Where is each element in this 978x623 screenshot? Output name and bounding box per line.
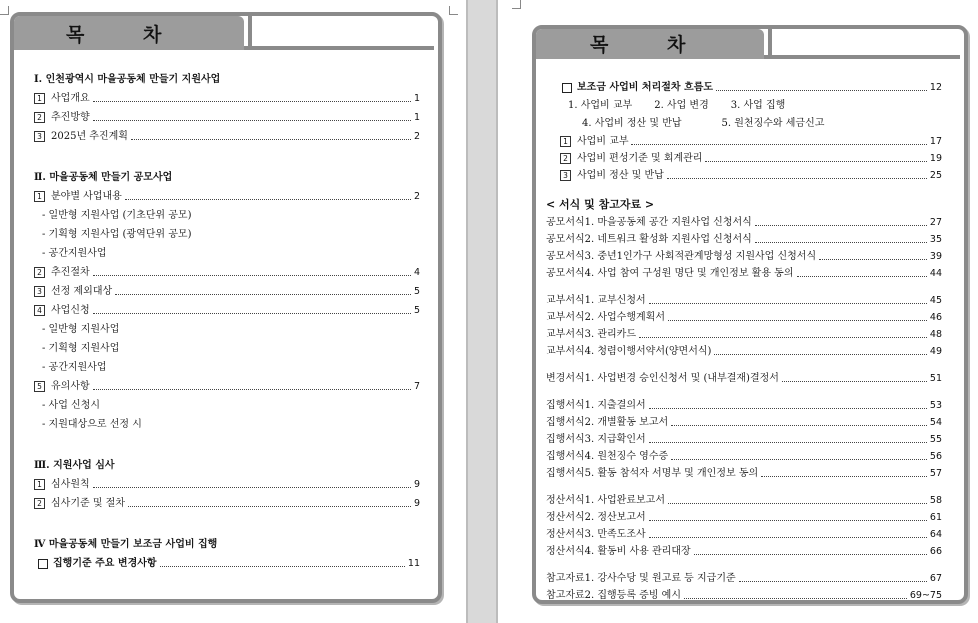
entry-label: - 기획형 지원사업 (광역단위 공모) — [42, 229, 192, 240]
dot-leader — [668, 503, 927, 504]
toc-entry — [562, 78, 942, 97]
toc-entry — [42, 206, 420, 225]
entry-label: 정산서식4. 활동비 사용 관리대장 — [546, 546, 691, 557]
page-number: 45 — [929, 295, 942, 306]
dot-leader — [671, 425, 927, 426]
dot-leader — [93, 313, 411, 314]
dot-leader — [649, 520, 927, 521]
header-bar — [244, 46, 434, 50]
page-number: 69~75 — [909, 590, 942, 601]
entry-label: 사업비 정산 및 반납 — [577, 170, 664, 181]
entry-label: 2025년 추진계획 — [51, 131, 128, 142]
toc-entry — [34, 89, 420, 108]
entry-label: 교부서식4. 청렴이행서약서(양면서식) — [546, 346, 712, 357]
entry-label: 집행서식2. 개별활동 보고서 — [546, 417, 669, 428]
item-number-box: 2 — [560, 153, 571, 164]
tab-edge — [240, 14, 252, 50]
toc-entry — [546, 464, 942, 483]
dot-leader — [819, 259, 927, 260]
page-number: 61 — [929, 512, 942, 523]
flow-steps-line1 — [568, 96, 807, 115]
dot-leader — [671, 459, 927, 460]
page-number: 9 — [413, 479, 420, 490]
page-number: 5 — [413, 286, 420, 297]
entry-label: 참고자료1. 강사수당 및 원고료 등 지급기준 — [546, 573, 736, 584]
dot-leader — [782, 381, 927, 382]
entry-label: 공모서식1. 마을공동체 공간 지원사업 신청서식 — [546, 217, 752, 228]
dot-leader — [797, 276, 927, 277]
dot-leader — [93, 275, 411, 276]
page-number: 67 — [929, 573, 942, 584]
toc-entry — [42, 320, 420, 339]
entry-label: 집행기준 주요 변경사항 — [53, 558, 157, 569]
entry-label: 정산서식3. 만족도조사 — [546, 529, 646, 540]
section-heading: Ⅳ 마을공동체 만들기 보조금 사업비 집행 — [34, 539, 218, 550]
entry-label: 사업신청 — [51, 305, 90, 316]
toc-entry — [34, 456, 420, 475]
page-number: 17 — [929, 136, 942, 147]
page-number: 57 — [929, 468, 942, 479]
toc-entry — [34, 108, 420, 127]
dot-leader — [761, 476, 927, 477]
flow-step: 3. 사업 집행 — [730, 100, 786, 111]
flow-step: 4. 사업비 정산 및 반납 — [582, 118, 682, 129]
page-number: 66 — [929, 546, 942, 557]
page-number: 1 — [413, 93, 420, 104]
entry-label: 변경서식1. 사업변경 승인신청서 및 (내부결재)결정서 — [546, 373, 779, 384]
flow-heading: 보조금 사업비 처리절차 흐름도 — [577, 82, 714, 93]
page-number: 11 — [407, 558, 420, 569]
page-number: 64 — [929, 529, 942, 540]
page-title: 목 차 — [590, 34, 712, 56]
item-number-box: 2 — [34, 498, 45, 509]
tab-edge — [760, 27, 772, 59]
entry-label: 공모서식4. 사업 참여 구성원 명단 및 개인정보 활용 동의 — [546, 268, 794, 279]
dot-leader — [739, 581, 927, 582]
dot-leader — [649, 442, 927, 443]
entry-label: 유의사항 — [51, 381, 90, 392]
dot-leader — [649, 303, 927, 304]
entry-label: 사업비 교부 — [577, 136, 629, 147]
entry-label: 교부서식3. 관리카드 — [546, 329, 636, 340]
toc-entry — [546, 369, 942, 388]
item-number-box: 1 — [34, 93, 45, 104]
dot-leader — [755, 242, 927, 243]
entry-label: 추진방향 — [51, 112, 90, 123]
entry-label: 참고자료2. 집행등록 증빙 예시 — [546, 590, 681, 601]
page-number: 39 — [929, 251, 942, 262]
crop-mark — [512, 0, 521, 9]
toc-entry — [42, 339, 420, 358]
entry-label: 사업개요 — [51, 93, 90, 104]
dot-leader — [160, 566, 405, 567]
dot-leader — [131, 139, 411, 140]
page-number: 46 — [929, 312, 942, 323]
toc-entry — [42, 358, 420, 377]
dot-leader — [714, 354, 926, 355]
toc-entry — [42, 225, 420, 244]
dot-leader — [649, 408, 927, 409]
entry-label: 교부서식1. 교부신청서 — [546, 295, 646, 306]
toc-entry — [42, 396, 420, 415]
dot-leader — [115, 294, 411, 295]
flow-step: 5. 원천징수와 세금신고 — [721, 118, 825, 129]
dot-leader — [716, 90, 927, 91]
page-number: 2 — [413, 191, 420, 202]
toc-entry — [34, 535, 420, 554]
dot-leader — [93, 487, 411, 488]
entry-label: 정산서식2. 정산보고서 — [546, 512, 646, 523]
toc-entry — [34, 187, 420, 206]
page-gutter — [466, 0, 498, 623]
page-number: 5 — [413, 305, 420, 316]
entry-label: 분야별 사업내용 — [51, 191, 122, 202]
dot-leader — [639, 337, 927, 338]
checkbox-square — [562, 83, 572, 93]
item-number-box: 3 — [560, 170, 571, 181]
entry-label: 교부서식2. 사업수행계획서 — [546, 312, 665, 323]
entry-label: 정산서식1. 사업완료보고서 — [546, 495, 665, 506]
dot-leader — [125, 199, 411, 200]
item-number-box: 4 — [34, 305, 45, 316]
entry-label: 심사기준 및 절차 — [51, 498, 125, 509]
toc-entry — [560, 166, 942, 185]
item-number-box: 2 — [34, 112, 45, 123]
toc-entry — [34, 377, 420, 396]
entry-label: - 공간지원사업 — [42, 362, 107, 373]
page-number: 56 — [929, 451, 942, 462]
checkbox-square — [38, 559, 48, 569]
entry-label: 공모서식3. 중년1인가구 사회적관계망형성 지원사업 신청서식 — [546, 251, 817, 262]
page-number: 35 — [929, 234, 942, 245]
item-number-box: 3 — [34, 131, 45, 142]
page-number: 2 — [413, 131, 420, 142]
toc-entry — [34, 127, 420, 146]
dot-leader — [684, 598, 907, 599]
entry-label: - 공간지원사업 — [42, 248, 107, 259]
entry-label: - 일반형 지원사업 (기초단위 공모) — [42, 210, 192, 221]
toc-entry — [546, 264, 942, 283]
page-number: 53 — [929, 400, 942, 411]
entry-label: 심사원칙 — [51, 479, 90, 490]
entry-label: 집행서식1. 지출결의서 — [546, 400, 646, 411]
page-number: 48 — [929, 329, 942, 340]
page-title: 목 차 — [66, 24, 188, 46]
page-number: 7 — [413, 381, 420, 392]
entry-label: - 일반형 지원사업 — [42, 324, 120, 335]
dot-leader — [631, 144, 926, 145]
toc-entry — [34, 168, 420, 187]
item-number-box: 5 — [34, 381, 45, 392]
item-number-box: 1 — [560, 136, 571, 147]
page-left — [0, 0, 466, 623]
toc-entry — [34, 301, 420, 320]
crop-mark — [449, 6, 458, 15]
entry-label: - 지원대상으로 선정 시 — [42, 419, 142, 430]
forms-heading: < 서식 및 참고자료 > — [546, 198, 655, 211]
dot-leader — [694, 554, 927, 555]
toc-entry — [38, 554, 420, 573]
item-number-box: 1 — [34, 191, 45, 202]
section-heading: Ⅰ. 인천광역시 마을공동체 만들기 지원사업 — [34, 74, 221, 85]
page-number: 25 — [929, 170, 942, 181]
toc-entry — [546, 542, 942, 561]
entry-label: - 사업 신청시 — [42, 400, 101, 411]
dot-leader — [93, 120, 411, 121]
toc-entry — [546, 342, 942, 361]
page-number: 4 — [413, 267, 420, 278]
entry-label: 집행서식4. 원천징수 영수증 — [546, 451, 669, 462]
page-number: 51 — [929, 373, 942, 384]
page-number: 19 — [929, 153, 942, 164]
toc-entry — [34, 475, 420, 494]
toc-entry — [42, 244, 420, 263]
entry-label: 사업비 편성기준 및 회계관리 — [577, 153, 703, 164]
toc-entry — [546, 586, 942, 605]
entry-label: 선정 제외대상 — [51, 286, 113, 297]
page-number: 55 — [929, 434, 942, 445]
entry-label: - 기획형 지원사업 — [42, 343, 120, 354]
page-number: 58 — [929, 495, 942, 506]
page-number: 49 — [929, 346, 942, 357]
page-number: 54 — [929, 417, 942, 428]
header-bar — [764, 55, 960, 59]
page-number: 9 — [413, 498, 420, 509]
page-right — [498, 0, 978, 623]
section-heading: Ⅱ. 마을공동체 만들기 공모사업 — [34, 172, 173, 183]
toc-entry — [34, 263, 420, 282]
entry-label: 추진절차 — [51, 267, 90, 278]
entry-label: 집행서식5. 활동 참석자 서명부 및 개인정보 동의 — [546, 468, 759, 479]
dot-leader — [93, 389, 411, 390]
toc-entry — [42, 415, 420, 434]
toc-entry — [34, 494, 420, 513]
toc-entry — [34, 282, 420, 301]
dot-leader — [755, 225, 927, 226]
item-number-box: 3 — [34, 286, 45, 297]
page-number: 44 — [929, 268, 942, 279]
dot-leader — [649, 537, 927, 538]
entry-label: 집행서식3. 지급확인서 — [546, 434, 646, 445]
flow-step: 2. 사업 변경 — [654, 100, 709, 111]
crop-mark — [0, 6, 9, 15]
item-number-box: 1 — [34, 479, 45, 490]
dot-leader — [667, 178, 927, 179]
flow-steps-line2 — [582, 114, 864, 133]
page-number: 27 — [929, 217, 942, 228]
item-number-box: 2 — [34, 267, 45, 278]
entry-label: 공모서식2. 네트워크 활성화 지원사업 신청서식 — [546, 234, 752, 245]
dot-leader — [128, 506, 411, 507]
page-number: 1 — [413, 112, 420, 123]
flow-step: 1. 사업비 교부 — [568, 100, 633, 111]
dot-leader — [668, 320, 927, 321]
section-heading: Ⅲ. 지원사업 심사 — [34, 460, 115, 471]
dot-leader — [93, 101, 411, 102]
page-number: 12 — [929, 82, 942, 93]
toc-entry — [34, 70, 420, 89]
dot-leader — [705, 161, 926, 162]
